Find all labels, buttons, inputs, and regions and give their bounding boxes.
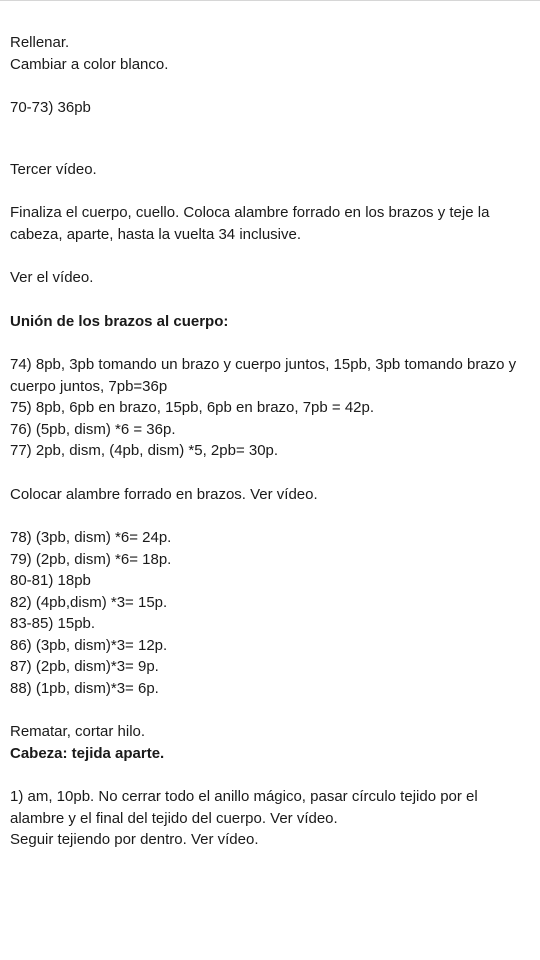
text-line: Rematar, cortar hilo. <box>10 723 146 740</box>
round-line: 87) (2pb, dism)*3= 9p. <box>10 658 159 675</box>
text-line: Seguir tejiendo por dentro. Ver vídeo. <box>10 831 259 848</box>
round-line: 1) am, 10pb. No cerrar todo el anillo mágico, pasar círculo tejido por el alambre y el final del tejido del cuerpo. Ver vídeo. <box>10 788 478 827</box>
round-line: 88) (1pb, dism)*3= 6p. <box>10 679 159 697</box>
text-line: Ver el vídeo. <box>10 269 94 286</box>
document-body <box>10 32 532 851</box>
round-line: 78) (3pb, dism) *6= 24p. <box>10 529 172 546</box>
round-line: 70-73) 36pb <box>10 99 91 116</box>
round-line: 80-81) 18pb <box>10 572 91 589</box>
text-line: Colocar alambre forrado en brazos. Ver vídeo. <box>10 485 318 503</box>
round-line: 79) (2pb, dism) *6= 18p. <box>10 550 172 568</box>
round-line: 76) (5pb, dism) *6 = 36p. <box>10 420 176 438</box>
round-line: 77) 2pb, dism, (4pb, dism) *5, 2pb= 30p. <box>10 442 279 459</box>
round-line: 74) 8pb, 3pb tomando un brazo y cuerpo juntos, 15pb, 3pb tomando brazo y cuerpo juntos, 7pb=36p <box>10 356 517 395</box>
text-line: Cambiar a color blanco. <box>10 55 169 73</box>
round-line: 86) (3pb, dism)*3= 12p. <box>10 636 168 654</box>
section-note: Tercer vídeo. <box>10 160 97 178</box>
top-divider <box>0 0 540 1</box>
round-line: 75) 8pb, 6pb en brazo, 15pb, 6pb en brazo, 7pb = 42p. <box>10 399 375 416</box>
section-heading: Cabeza: tejida aparte. <box>10 744 165 762</box>
paragraph: Finaliza el cuerpo, cuello. Coloca alambre forrado en los brazos y teje la cabeza, aparte, hasta la vuelta 34 inclusive. <box>10 204 490 243</box>
text-line: Rellenar. <box>10 34 70 51</box>
round-line: 82) (4pb,dism) *3= 15p. <box>10 593 168 611</box>
section-heading: Unión de los brazos al cuerpo: <box>10 312 229 330</box>
round-line: 83-85) 15pb. <box>10 615 96 632</box>
